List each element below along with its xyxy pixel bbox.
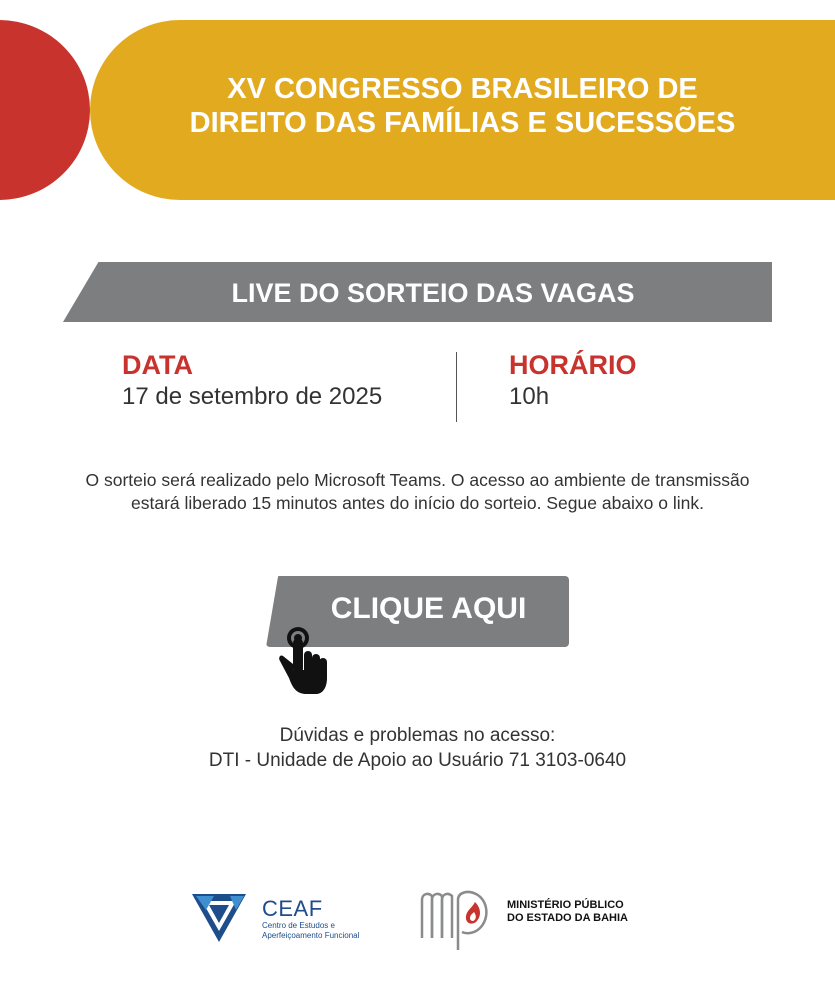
support-info — [0, 723, 835, 773]
support-heading: Dúvidas e problemas no acesso: — [279, 725, 556, 746]
date-value: 17 de setembro de 2025 — [122, 383, 383, 410]
ceaf-subtitle — [262, 921, 359, 941]
date-label: DATA — [122, 350, 193, 380]
event-title-line1: XV CONGRESSO BRASILEIRO DE — [227, 73, 698, 105]
mp-name-line2: DO ESTADO DA BAHIA — [507, 912, 628, 924]
ceaf-subtitle-line1: Centro de Estudos e — [262, 921, 335, 930]
ceaf-name: CEAF — [262, 896, 323, 921]
time-label: HORÁRIO — [509, 350, 637, 380]
mp-logo-icon — [418, 888, 498, 952]
event-note-line1: O sorteio será realizado pelo Microsoft Teams. O acesso ao ambiente de transmissão — [85, 470, 750, 490]
info-divider — [456, 352, 457, 422]
live-title: LIVE DO SORTEIO DAS VAGAS — [231, 278, 635, 308]
red-decorative-circle — [0, 20, 90, 200]
pointing-hand-icon[interactable] — [275, 622, 331, 698]
ceaf-subtitle-line2: Aperfeiçoamento Funcional — [262, 931, 360, 940]
ceaf-logo-icon — [190, 890, 248, 944]
support-contact: DTI - Unidade de Apoio ao Usuário 71 3103-0640 — [208, 750, 627, 771]
time-value: 10h — [509, 383, 550, 410]
event-note-line2: estará liberado 15 minutos antes do início do sorteio. Segue abaixo o link. — [131, 493, 704, 513]
event-title — [90, 72, 835, 140]
mp-name — [507, 899, 628, 925]
mp-name-line1: MINISTÉRIO PÚBLICO — [507, 899, 624, 911]
click-here-label: CLIQUE AQUI — [330, 592, 527, 625]
event-title-line2: DIREITO DAS FAMÍLIAS E SUCESSÕES — [189, 107, 736, 139]
event-note — [0, 469, 835, 515]
